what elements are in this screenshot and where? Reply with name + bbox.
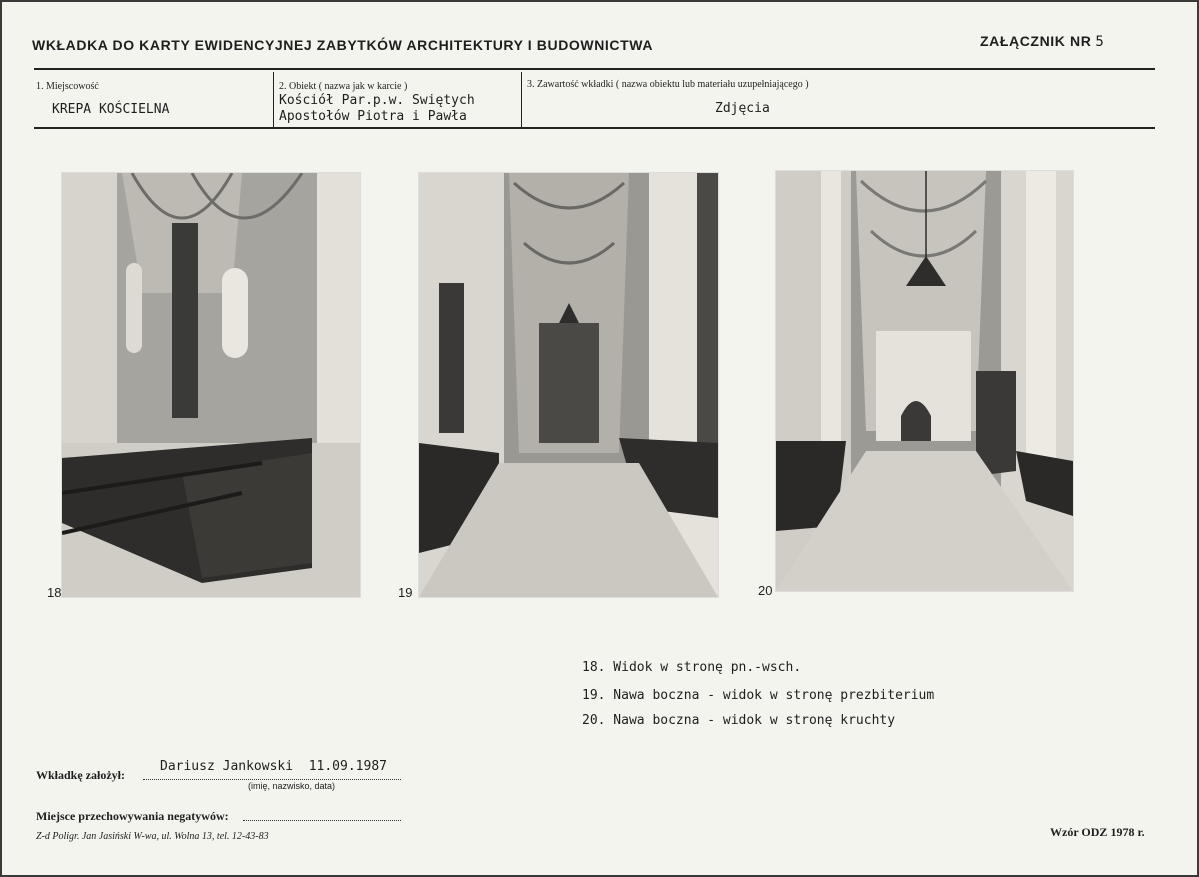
photo-20-number: 20 — [758, 583, 773, 598]
content-value: Zdjęcia — [715, 101, 770, 116]
annex-number: 5 — [1095, 34, 1105, 50]
content-label: 3. Zawartość wkładki ( nazwa obiektu lub materiału uzupełniającego ) — [527, 79, 809, 90]
bottom-rule — [34, 127, 1155, 129]
annex-label-text: ZAŁĄCZNIK NR — [980, 33, 1092, 49]
object-label: 2. Obiekt ( nazwa jak w karcie ) — [279, 81, 408, 92]
object-value-line1: Kościół Par.p.w. Swiętych — [279, 93, 475, 108]
photo-18 — [61, 172, 361, 598]
location-label: 1. Miejscowość — [36, 81, 99, 92]
location-value: KREPA KOŚCIELNA — [52, 102, 170, 117]
photo-20 — [775, 170, 1074, 592]
field-divider-2 — [521, 72, 522, 129]
storage-label: Miejsce przechowywania negatywów: — [36, 809, 229, 823]
card-title: WKŁADKA DO KARTY EWIDENCYJNEJ ZABYTKÓW ARCHITEKTURY I BUDOWNICTWA — [32, 37, 654, 53]
founder-label: Wkładkę założył: — [36, 768, 125, 782]
photo-19 — [418, 172, 719, 598]
founder-dotted-line — [143, 779, 401, 780]
object-value-line2: Apostołów Piotra i Pawła — [279, 109, 467, 124]
top-rule — [34, 68, 1155, 70]
inventory-card — [2, 2, 1197, 875]
photo-18-number: 18 — [47, 585, 62, 600]
printer-note: Z-d Poligr. Jan Jasiński W-wa, ul. Wolna 13, tel. 12-43-83 — [36, 831, 269, 842]
caption-20: 20. Nawa boczna - widok w stronę kruchty — [582, 713, 896, 728]
founder-value: Dariusz Jankowski 11.09.1987 — [160, 759, 387, 774]
storage-dotted-line — [243, 820, 401, 821]
field-divider-1 — [273, 72, 274, 129]
annex-label — [980, 33, 1104, 50]
founder-hint: (imię, nazwisko, data) — [248, 781, 336, 791]
photo-19-number: 19 — [398, 585, 413, 600]
caption-18: 18. Widok w stronę pn.-wsch. — [582, 660, 802, 675]
template-note: Wzór ODZ 1978 r. — [1050, 825, 1145, 839]
caption-19: 19. Nawa boczna - widok w stronę prezbiterium — [582, 688, 935, 703]
